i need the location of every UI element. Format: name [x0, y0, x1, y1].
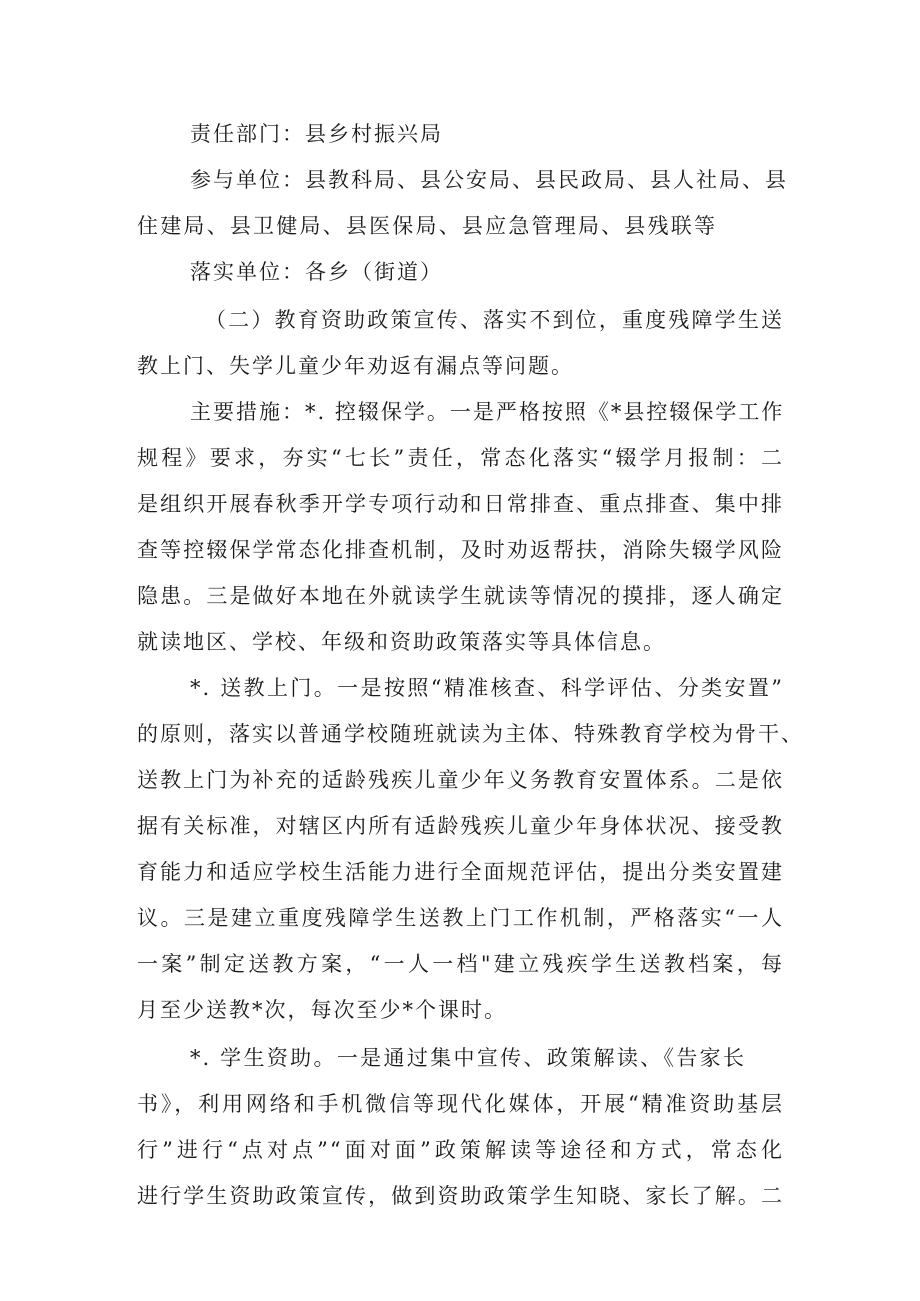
paragraph-line: 是组织开展春秋季开学专项行动和日常排查、重点排查、集中排: [137, 492, 784, 516]
paragraph-line: 行”进行“点对点”“面对面”政策解读等途径和方式，常态化: [137, 1138, 784, 1162]
paragraph-line: *. 送教上门。一是按照“精准核查、科学评估、分类安置”: [190, 676, 784, 700]
implementing-units-line: 落实单位：各乡（街道）: [190, 260, 443, 284]
paragraph-line: 规程》要求，夯实“七长”责任，常态化落实“辍学月报制：二: [137, 446, 784, 470]
paragraph-line: *. 学生资助。一是通过集中宣传、政策解读、《告家长: [190, 1046, 746, 1070]
paragraph-line: 一案”制定送教方案，“一人一档"建立残疾学生送教档案，每: [137, 952, 784, 976]
paragraph-line: 育能力和适应学校生活能力进行全面规范评估，提出分类安置建: [137, 860, 784, 884]
paragraph-line: 送教上门为补充的适龄残疾儿童少年义务教育安置体系。二是依: [137, 768, 784, 792]
paragraph-line: 议。三是建立重度残障学生送教上门工作机制，严格落实“一人: [137, 906, 784, 930]
paragraph-line: 主要措施：*. 控辍保学。一是严格按照《*县控辍保学工作: [190, 400, 785, 424]
paragraph-line: 书》，利用网络和手机微信等现代化媒体，开展“精准资助基层: [137, 1092, 784, 1116]
participating-units-line-2: 住建局、县卫健局、县医保局、县应急管理局、县残联等: [137, 214, 717, 238]
paragraph-line: 隐患。三是做好本地在外就读学生就读等情况的摸排，逐人确定: [137, 584, 784, 608]
paragraph-line: 就读地区、学校、年级和资助政策落实等具体信息。: [137, 630, 666, 654]
section-heading-line-2: 教上门、失学儿童少年劝返有漏点等问题。: [137, 354, 574, 378]
responsible-dept-line: 责任部门：县乡村振兴局: [190, 122, 443, 146]
paragraph-line: 据有关标准，对辖区内所有适龄残疾儿童少年身体状况、接受教: [137, 814, 784, 838]
paragraph-line: 查等控辍保学常态化排查机制，及时劝返帮扶，消除失辍学风险: [137, 538, 784, 562]
participating-units-line-1: 参与单位：县教科局、县公安局、县民政局、县人社局、县: [190, 168, 788, 192]
paragraph-line: 进行学生资助政策宣传，做到资助政策学生知晓、家长了解。二: [137, 1184, 784, 1208]
section-heading-line-1: （二）教育资助政策宣传、落实不到位，重度残障学生送: [205, 308, 784, 332]
paragraph-line: 的原则，落实以普通学校随班就读为主体、特殊教育学校为骨干、: [137, 722, 804, 746]
paragraph-line: 月至少送教*次，每次至少*个课时。: [137, 998, 507, 1022]
